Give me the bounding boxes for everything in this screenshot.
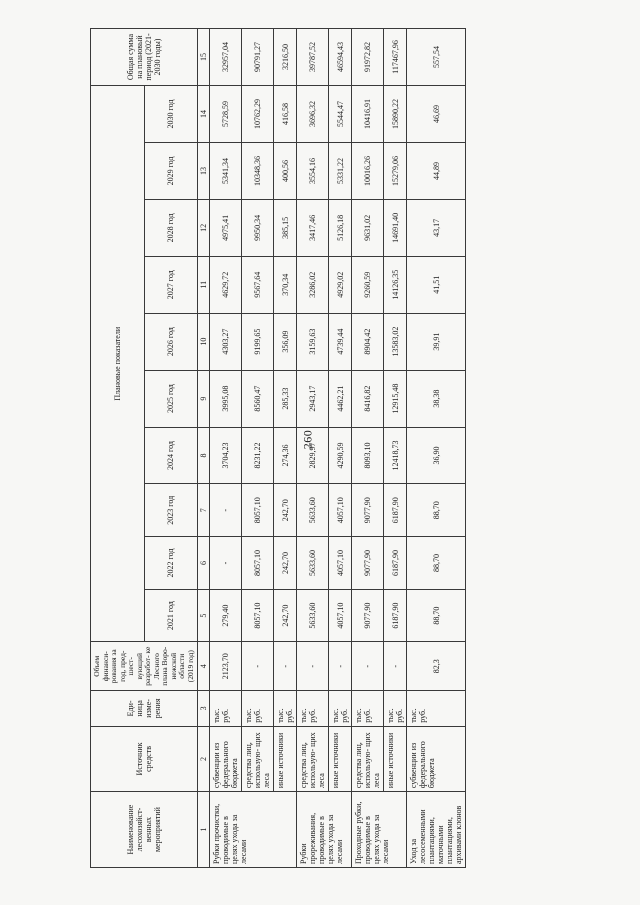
year-value-cell: 5331,22 bbox=[329, 143, 352, 200]
year-value-cell: 38,38 bbox=[407, 370, 466, 427]
year-value-cell: 14126,35 bbox=[384, 256, 407, 313]
index-cell: 5 bbox=[198, 589, 210, 642]
year-value-cell: 8416,82 bbox=[352, 370, 384, 427]
year-value-cell: 242,70 bbox=[274, 537, 297, 590]
year-value-cell: 8904,42 bbox=[352, 313, 384, 370]
year-value-cell: 15890,22 bbox=[384, 85, 407, 142]
volume-cell: - bbox=[297, 642, 329, 690]
year-value-cell: 5126,18 bbox=[329, 199, 352, 256]
year-value-cell: 8057,10 bbox=[242, 537, 274, 590]
year-value-cell: 9260,59 bbox=[352, 256, 384, 313]
year-value-cell: 46,69 bbox=[407, 85, 466, 142]
total-cell: 32957,04 bbox=[210, 29, 242, 86]
year-value-cell: 3554,16 bbox=[297, 143, 329, 200]
total-cell: 557,54 bbox=[407, 29, 466, 86]
index-row bbox=[198, 29, 210, 868]
year-value-cell: 10016,26 bbox=[352, 143, 384, 200]
table-row bbox=[274, 29, 297, 868]
source-cell: средства лиц, использую- щих леса bbox=[297, 726, 329, 791]
total-cell: 91972,82 bbox=[352, 29, 384, 86]
unit-cell: тыс. руб. bbox=[329, 690, 352, 726]
year-value-cell: 6187,90 bbox=[384, 484, 407, 537]
year-value-cell: 9567,64 bbox=[242, 256, 274, 313]
year-value-cell: 44,89 bbox=[407, 143, 466, 200]
year-value-cell: 8057,10 bbox=[242, 484, 274, 537]
year-value-cell: 5544,47 bbox=[329, 85, 352, 142]
activity-name-cell: Проходные рубки, проводимые в целях ухода за лесами bbox=[352, 792, 407, 868]
header-year: 2027 год bbox=[144, 256, 198, 313]
page-number: 260 bbox=[300, 429, 315, 450]
year-value-cell: 9077,90 bbox=[352, 537, 384, 590]
year-value-cell: 39,91 bbox=[407, 313, 466, 370]
activity-name-cell: Уход за лесосеменными плантациями, маточными плантациями, архивами клонов bbox=[407, 792, 466, 868]
volume-cell: - bbox=[384, 642, 407, 690]
year-value-cell: 274,36 bbox=[274, 427, 297, 484]
year-value-cell: 12418,73 bbox=[384, 427, 407, 484]
header-name: Наименование лесохозяйст- венных мероприятий bbox=[91, 792, 198, 868]
header-year: 2026 год bbox=[144, 313, 198, 370]
year-value-cell: - bbox=[210, 537, 242, 590]
index-cell: 1 bbox=[198, 792, 210, 868]
unit-cell: тыс. руб. bbox=[242, 690, 274, 726]
header-year: 2023 год bbox=[144, 484, 198, 537]
table-row bbox=[384, 29, 407, 868]
index-cell: 9 bbox=[198, 370, 210, 427]
year-value-cell: 5728,59 bbox=[210, 85, 242, 142]
header-year: 2021 год bbox=[144, 589, 198, 642]
year-value-cell: 4975,41 bbox=[210, 199, 242, 256]
year-value-cell: 8093,10 bbox=[352, 427, 384, 484]
year-value-cell: 14691,40 bbox=[384, 199, 407, 256]
unit-cell: тыс. руб. bbox=[384, 690, 407, 726]
header-year: 2025 год bbox=[144, 370, 198, 427]
header-unit: Еди- ница изме- рения bbox=[91, 690, 198, 726]
total-cell: 3216,50 bbox=[274, 29, 297, 86]
year-value-cell: 4629,72 bbox=[210, 256, 242, 313]
table-row bbox=[297, 29, 329, 868]
year-value-cell: 2829,97 bbox=[297, 427, 329, 484]
year-value-cell: 400,56 bbox=[274, 143, 297, 200]
table-body bbox=[210, 29, 466, 868]
year-value-cell: 10348,36 bbox=[242, 143, 274, 200]
total-cell: 117467,96 bbox=[384, 29, 407, 86]
year-value-cell: 242,70 bbox=[274, 589, 297, 642]
year-value-cell: 4462,21 bbox=[329, 370, 352, 427]
year-value-cell: 3159,63 bbox=[297, 313, 329, 370]
year-value-cell: 88,70 bbox=[407, 589, 466, 642]
source-cell: иные источники bbox=[329, 726, 352, 791]
header-year: 2028 год bbox=[144, 199, 198, 256]
unit-cell: тыс. руб. bbox=[210, 690, 242, 726]
index-cell: 13 bbox=[198, 143, 210, 200]
forestry-plan-table bbox=[90, 28, 466, 868]
year-value-cell: 3417,46 bbox=[297, 199, 329, 256]
year-value-cell: 5633,60 bbox=[297, 484, 329, 537]
year-value-cell: 4303,27 bbox=[210, 313, 242, 370]
table-row bbox=[210, 29, 242, 868]
year-value-cell: 13583,02 bbox=[384, 313, 407, 370]
year-value-cell: 6187,90 bbox=[384, 589, 407, 642]
header-planned: Плановые показатели bbox=[91, 85, 145, 642]
total-cell: 39787,52 bbox=[297, 29, 329, 86]
year-value-cell: 5341,34 bbox=[210, 143, 242, 200]
year-value-cell: 4290,59 bbox=[329, 427, 352, 484]
index-cell: 4 bbox=[198, 642, 210, 690]
index-cell: 6 bbox=[198, 537, 210, 590]
index-cell: 15 bbox=[198, 29, 210, 86]
source-cell: субвенции из федерального бюджета bbox=[210, 726, 242, 791]
year-value-cell: 8231,22 bbox=[242, 427, 274, 484]
index-cell: 8 bbox=[198, 427, 210, 484]
year-value-cell: - bbox=[210, 484, 242, 537]
year-value-cell: 5633,60 bbox=[297, 589, 329, 642]
table-row bbox=[329, 29, 352, 868]
year-value-cell: 10762,29 bbox=[242, 85, 274, 142]
index-cell: 10 bbox=[198, 313, 210, 370]
year-value-cell: 36,90 bbox=[407, 427, 466, 484]
header-year: 2030 год bbox=[144, 85, 198, 142]
year-value-cell: 43,17 bbox=[407, 199, 466, 256]
year-value-cell: 242,70 bbox=[274, 484, 297, 537]
year-value-cell: 8057,10 bbox=[242, 589, 274, 642]
year-value-cell: 9199,65 bbox=[242, 313, 274, 370]
year-value-cell: 8560,47 bbox=[242, 370, 274, 427]
year-value-cell: 285,33 bbox=[274, 370, 297, 427]
year-value-cell: 3696,32 bbox=[297, 85, 329, 142]
year-value-cell: 385,15 bbox=[274, 199, 297, 256]
volume-cell: - bbox=[329, 642, 352, 690]
unit-cell: тыс. руб. bbox=[407, 690, 466, 726]
header-total: Общая сумма на плановый период (2021- 2030 годы) bbox=[91, 29, 198, 86]
year-value-cell: 88,70 bbox=[407, 484, 466, 537]
source-cell: средства лиц, использую- щих леса bbox=[242, 726, 274, 791]
volume-cell: 2123,70 bbox=[210, 642, 242, 690]
index-cell: 2 bbox=[198, 726, 210, 791]
activity-name-cell: Рубки прореживания, проводимые в целях ухода за лесами bbox=[297, 792, 352, 868]
year-value-cell: 370,34 bbox=[274, 256, 297, 313]
year-value-cell: 2943,17 bbox=[297, 370, 329, 427]
header-volume: Объем финанси- рования за год, пред- шест- вующий разработ- ке Лесного плана Воро- нежской области (2019 год) bbox=[91, 642, 198, 690]
table-row bbox=[242, 29, 274, 868]
unit-cell: тыс. руб. bbox=[297, 690, 329, 726]
header-year: 2022 год bbox=[144, 537, 198, 590]
index-cell: 12 bbox=[198, 199, 210, 256]
total-cell: 90791,27 bbox=[242, 29, 274, 86]
activity-name-cell: Рубки прочистки, проводимые в целях ухода за лесами bbox=[210, 792, 297, 868]
year-value-cell: 6187,90 bbox=[384, 537, 407, 590]
rotated-table-container bbox=[90, 28, 590, 868]
volume-cell: 82,3 bbox=[407, 642, 466, 690]
source-cell: субвенции из федерального бюджета bbox=[407, 726, 466, 791]
source-cell: средства лиц, использую- щих леса bbox=[352, 726, 384, 791]
year-value-cell: 12915,48 bbox=[384, 370, 407, 427]
volume-cell: - bbox=[242, 642, 274, 690]
header-source: Источник средств bbox=[91, 726, 198, 791]
year-value-cell: 5633,60 bbox=[297, 537, 329, 590]
header-year: 2024 год bbox=[144, 427, 198, 484]
year-value-cell: 4929,02 bbox=[329, 256, 352, 313]
year-value-cell: 279,40 bbox=[210, 589, 242, 642]
index-cell: 14 bbox=[198, 85, 210, 142]
year-value-cell: 3286,02 bbox=[297, 256, 329, 313]
volume-cell: - bbox=[352, 642, 384, 690]
header-year: 2029 год bbox=[144, 143, 198, 200]
year-value-cell: 4057,10 bbox=[329, 537, 352, 590]
year-value-cell: 9077,90 bbox=[352, 589, 384, 642]
year-value-cell: 9631,02 bbox=[352, 199, 384, 256]
source-cell: иные источники bbox=[274, 726, 297, 791]
year-value-cell: 10416,91 bbox=[352, 85, 384, 142]
unit-cell: тыс. руб. bbox=[274, 690, 297, 726]
year-value-cell: 4057,10 bbox=[329, 589, 352, 642]
year-value-cell: 9077,90 bbox=[352, 484, 384, 537]
year-value-cell: 3995,08 bbox=[210, 370, 242, 427]
volume-cell: - bbox=[274, 642, 297, 690]
total-cell: 46594,43 bbox=[329, 29, 352, 86]
year-value-cell: 41,51 bbox=[407, 256, 466, 313]
year-value-cell: 88,70 bbox=[407, 537, 466, 590]
year-value-cell: 416,58 bbox=[274, 85, 297, 142]
header-row-1 bbox=[91, 29, 145, 868]
unit-cell: тыс. руб. bbox=[352, 690, 384, 726]
index-cell: 11 bbox=[198, 256, 210, 313]
year-value-cell: 356,09 bbox=[274, 313, 297, 370]
year-value-cell: 15279,06 bbox=[384, 143, 407, 200]
table-row bbox=[352, 29, 384, 868]
table-row bbox=[407, 29, 466, 868]
index-cell: 7 bbox=[198, 484, 210, 537]
index-cell: 3 bbox=[198, 690, 210, 726]
year-value-cell: 3704,23 bbox=[210, 427, 242, 484]
year-value-cell: 4739,44 bbox=[329, 313, 352, 370]
source-cell: иные источники bbox=[384, 726, 407, 791]
year-value-cell: 4057,10 bbox=[329, 484, 352, 537]
year-value-cell: 9950,34 bbox=[242, 199, 274, 256]
